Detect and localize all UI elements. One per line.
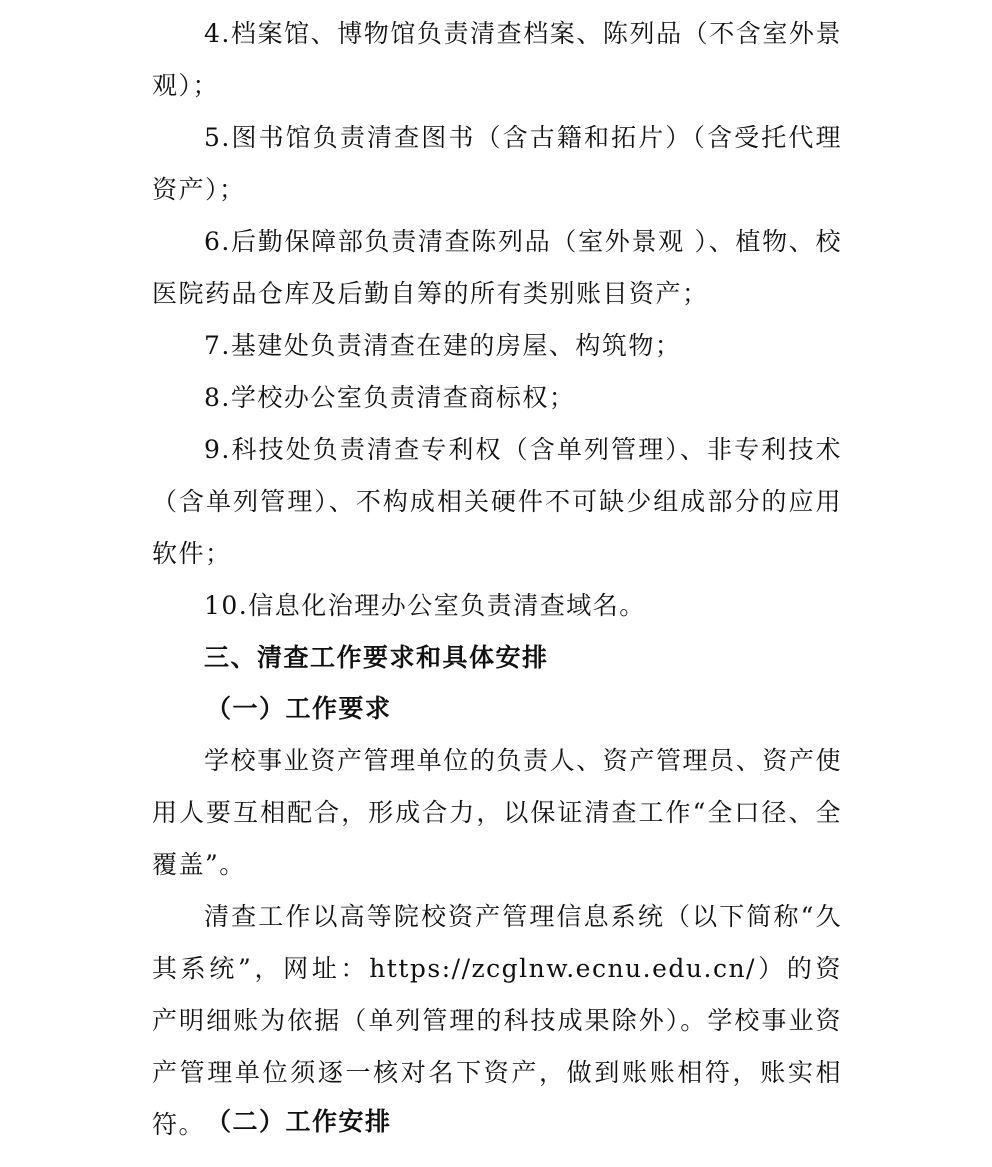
requirements-paragraph-1: 学校事业资产管理单位的负责人、资产管理员、资产使用人要互相配合，形成合力，以保证清查工作“全口径、全覆盖”。 xyxy=(152,746,842,879)
paragraph-item-6: 6.后勤保障部负责清查陈列品（室外景观 ）、植物、校医院药品仓库及后勤自筹的所有类别账目资产； xyxy=(152,227,842,308)
requirements-paragraph-2: 清查工作以高等院校资产管理信息系统（以下简称“久其系统”，网址：https://zcglnw.ecnu.edu.cn/）的资产明细账为依据（单列管理的科技成果除外）。学校事业资产管理单位须逐一核对名下资产，做到账账相符，账实相符。 xyxy=(152,902,842,1139)
paragraph-item-9: 9.科技处负责清查专利权（含单列管理）、非专利技术（含单列管理）、不构成相关硬件不可缺少组成部分的应用软件； xyxy=(152,435,842,568)
paragraph-item-10: 10.信息化治理办公室负责清查域名。 xyxy=(204,591,646,620)
paragraph-item-8: 8.学校办公室负责清查商标权； xyxy=(204,383,576,412)
subheading-arrangement: （二）工作安排 xyxy=(206,1107,392,1136)
paragraph-item-7: 7.基建处负责清查在建的房屋、构筑物； xyxy=(204,331,682,360)
paragraph-item-4: 4.档案馆、博物馆负责清查档案、陈列品（不含室外景观）； xyxy=(152,19,842,100)
paragraph-item-5: 5.图书馆负责清查图书（含古籍和拓片）（含受托代理资产）； xyxy=(152,123,842,204)
subheading-requirements: （一）工作要求 xyxy=(206,694,392,723)
section-heading: 三、清查工作要求和具体安排 xyxy=(204,643,549,672)
